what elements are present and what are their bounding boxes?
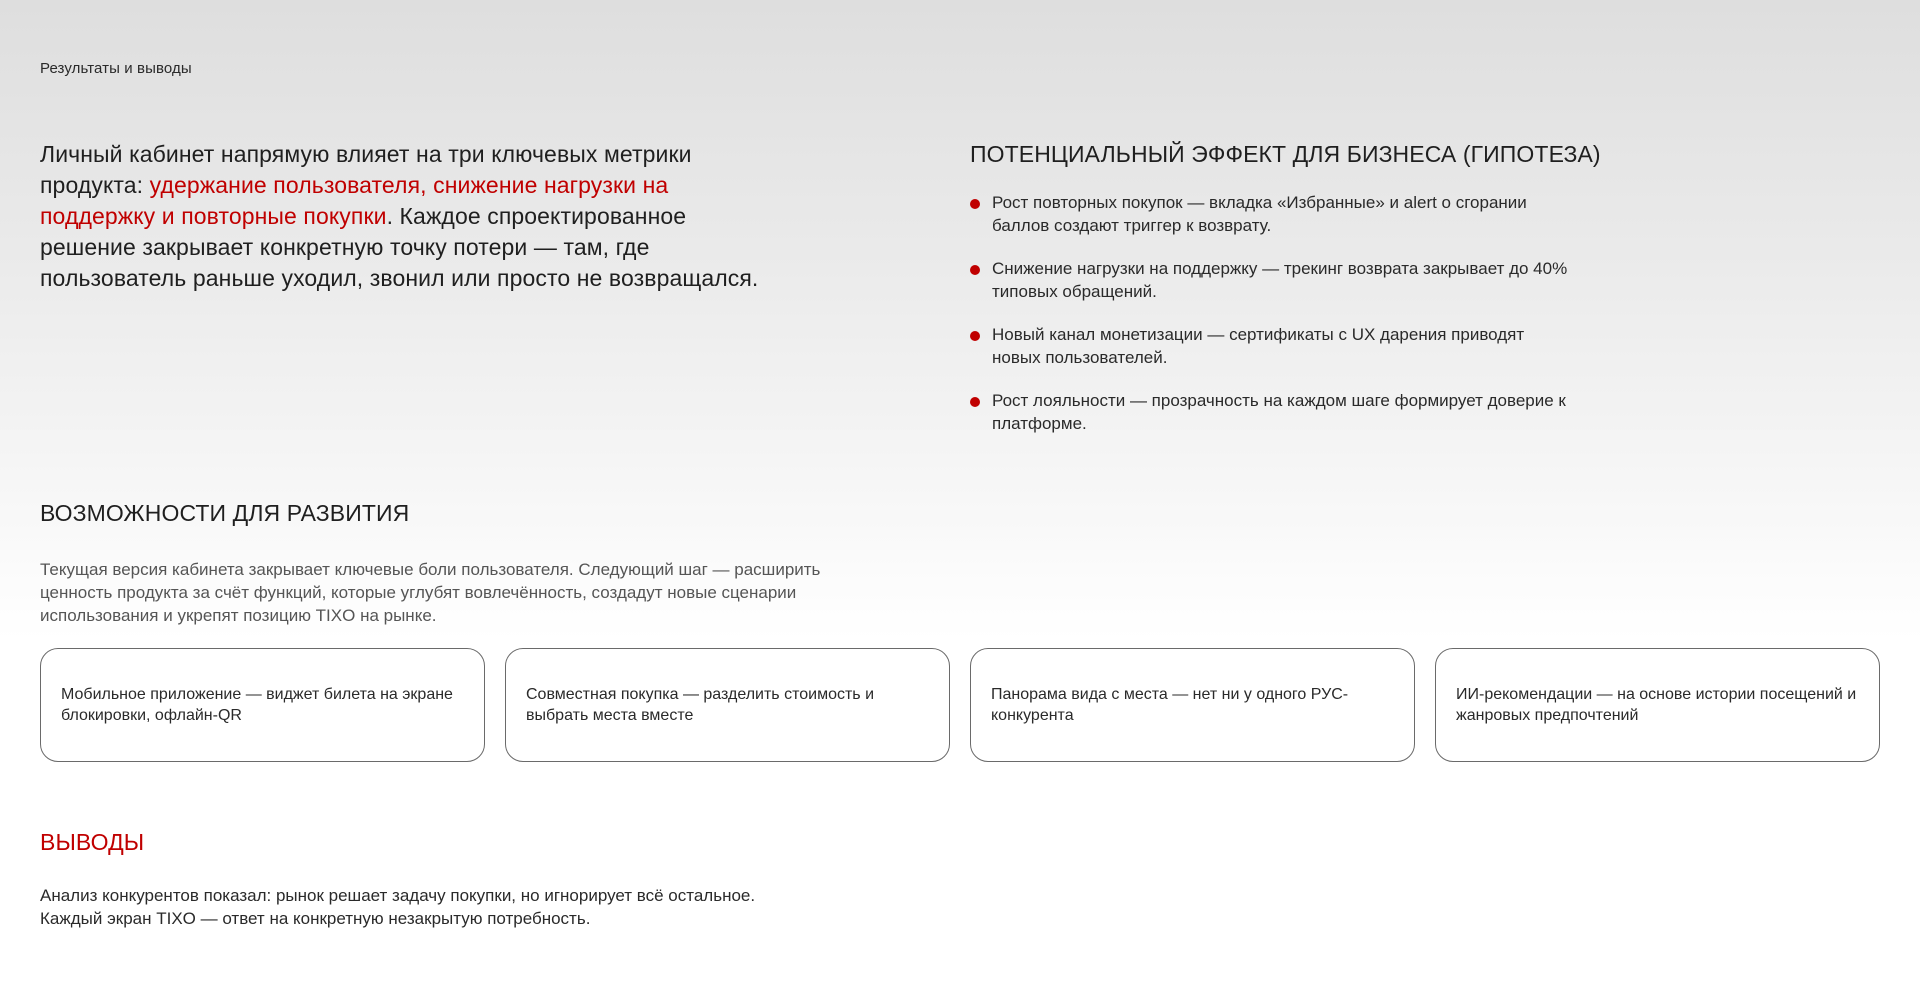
list-item-text: Снижение нагрузки на поддержку — трекинг возврата закрывает до 40% типовых обращений. [992,259,1568,301]
list-item-text: Рост повторных покупок — вкладка «Избранные» и alert о сгорании баллов создают триггер к возврату. [992,193,1527,235]
feature-card-text: Мобильное приложение — виджет билета на экране блокировки, офлайн-QR [61,686,453,724]
business-effect-title: ПОТЕНЦИАЛЬНЫЙ ЭФФЕКТ ДЛЯ БИЗНЕСА (ГИПОТЕЗА) [970,141,1601,167]
conclusions-text: Анализ конкурентов показал: рынок решает задачу покупки, но игнорирует всё остальное. Каждый экран TIXO — ответ на конкретную незакрытую потребность. [40,886,756,928]
feature-card-text: ИИ-рекомендации — на основе истории посещений и жанровых предпочтений [1456,686,1857,724]
feature-card-text: Совместная покупка — разделить стоимость и выбрать места вместе [526,686,875,724]
bullet-dot-icon [970,397,980,407]
feature-card-ai-recommendations [1435,648,1880,762]
intro-text-end: . Каждое спроектированное решение закрывает конкретную точку потери — там, где пользователь раньше уходил, звонил или просто не возвращался. [40,203,759,291]
conclusions-section [40,827,940,930]
feature-card-seat-panorama [970,648,1415,762]
growth-section [40,498,1880,762]
bullet-dot-icon [970,265,980,275]
breadcrumb: Результаты и выводы [40,60,192,77]
feature-card-group-purchase [505,648,950,762]
feature-cards [40,648,1880,762]
intro-paragraph [40,139,780,294]
list-item [970,191,1570,237]
list-item-text: Новый канал монетизации — сертификаты с UX дарения приводят новых пользователей. [992,325,1525,367]
conclusions-title: ВЫВОДЫ [40,829,145,855]
bullet-dot-icon [970,331,980,341]
feature-card-text: Панорама вида с места — нет ни у одного РУС-конкурента [991,686,1349,724]
intro-accent-text: удержание пользователя, снижение нагрузки на поддержку и повторные покупки [40,172,669,229]
bullet-dot-icon [970,199,980,209]
list-item-text: Рост лояльности — прозрачность на каждом шаге формирует доверие к платформе. [992,391,1566,433]
feature-card-mobile-app [40,648,485,762]
growth-title: ВОЗМОЖНОСТИ ДЛЯ РАЗВИТИЯ [40,500,410,526]
list-item [970,323,1570,369]
list-item [970,257,1570,303]
intro-text-start: Личный кабинет напрямую влияет на три ключевых метрики продукта: [40,141,692,198]
business-effect-list [970,191,1610,435]
business-effect-section [970,139,1610,455]
growth-description: Текущая версия кабинета закрывает ключевые боли пользователя. Следующий шаг — расширить ценность продукта за счёт функций, которые углубят вовлечённость, создадут новые сценарии использования и укрепят позицию TIXO на рынке. [40,560,821,625]
list-item [970,389,1570,435]
